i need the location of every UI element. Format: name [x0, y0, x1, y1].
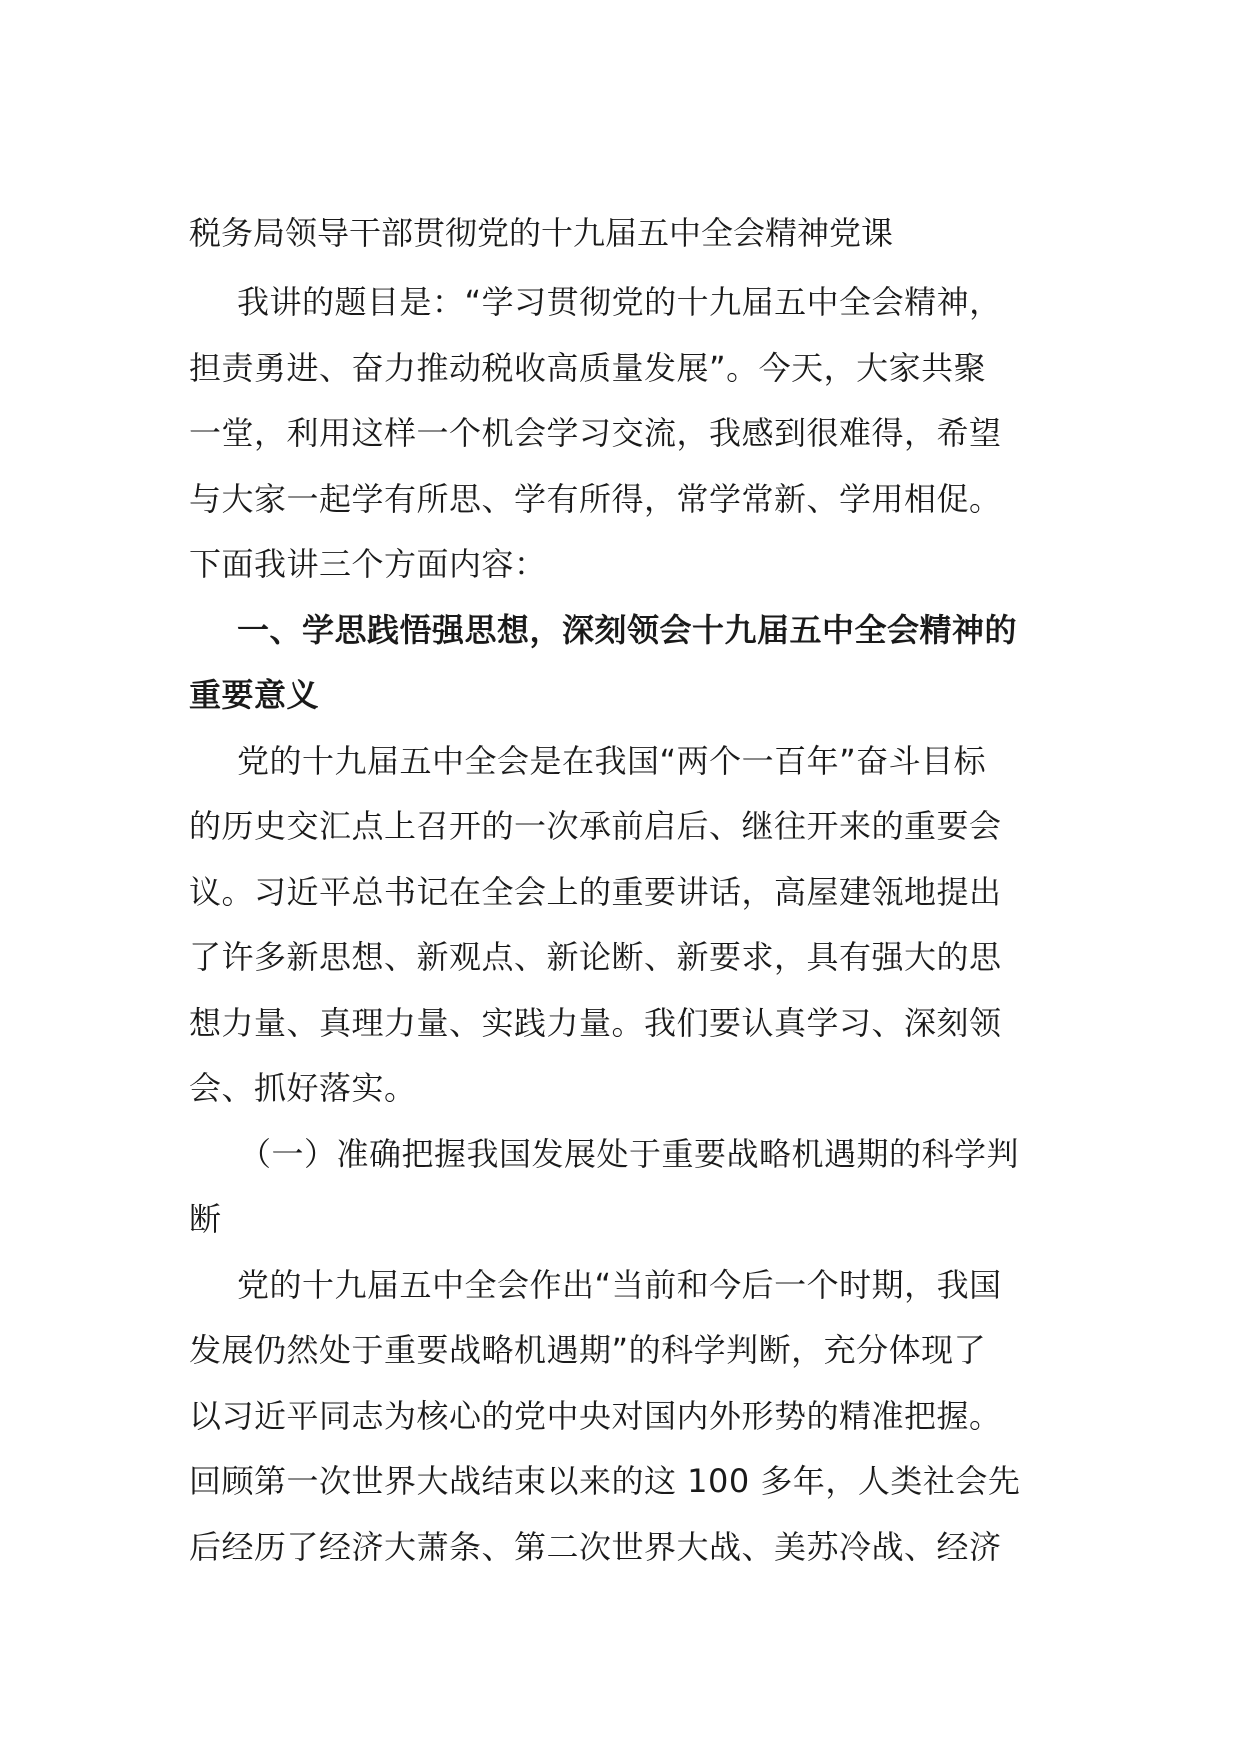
document-page [189, 200, 1044, 1580]
paragraph-intro [189, 270, 1044, 598]
paragraph-line: 议。习近平总书记在全会上的重要讲话，高屋建瓴地提出 [189, 872, 1002, 911]
subheading-line: 断 [189, 1200, 222, 1238]
paragraph-line: 一堂，利用这样一个机会学习交流，我感到很难得，希望 [189, 414, 1002, 452]
paragraph-line: 发展仍然处于重要战略机遇期”的科学判断，充分体现了 [189, 1331, 987, 1369]
document-title: 税务局领导干部贯彻党的十九届五中全会精神党课 [189, 214, 894, 252]
paragraph-line: 后经历了经济大萧条、第二次世界大战、美苏冷战、经济 [189, 1527, 1002, 1566]
paragraph-line: 党的十九届五中全会是在我国“两个一百年”奋斗目标 [237, 741, 987, 780]
paragraph-significance [189, 729, 1044, 1122]
paragraph-line: 以习近平同志为核心的党中央对国内外形势的精准把握。 [189, 1396, 1002, 1435]
paragraph-line: 会、抓好落实。 [189, 1069, 417, 1107]
section-heading-1 [189, 598, 1044, 729]
paragraph-line: 下面我讲三个方面内容： [189, 545, 547, 583]
paragraph-line: 我讲的题目是：“学习贯彻党的十九届五中全会精神， [237, 283, 1002, 321]
heading-line: 一、学思践悟强思想，深刻领会十九届五中全会精神的 [237, 610, 1018, 649]
paragraph-line: 想力量、真理力量、实践力量。我们要认真学习、深刻领 [189, 1003, 1002, 1042]
paragraph-line: 的历史交汇点上召开的一次承前启后、继往开来的重要会 [189, 807, 1002, 845]
subsection-heading-1 [189, 1122, 1044, 1253]
paragraph-line: 党的十九届五中全会作出“当前和今后一个时期，我国 [237, 1265, 1002, 1304]
paragraph-line: 回顾第一次世界大战结束以来的这 100 多年，人类社会先 [189, 1462, 1021, 1500]
paragraph-line: 与大家一起学有所思、学有所得，常学常新、学用相促。 [189, 479, 1002, 518]
heading-line: 重要意义 [189, 676, 320, 714]
paragraph-opportunity [189, 1253, 1044, 1581]
paragraph-line: 了许多新思想、新观点、新论断、新要求，具有强大的思 [189, 938, 1002, 976]
paragraph-line: 担责勇进、奋力推动税收高质量发展”。今天，大家共聚 [189, 348, 987, 387]
subheading-line: （一）准确把握我国发展处于重要战略机遇期的科学判 [239, 1134, 1020, 1173]
